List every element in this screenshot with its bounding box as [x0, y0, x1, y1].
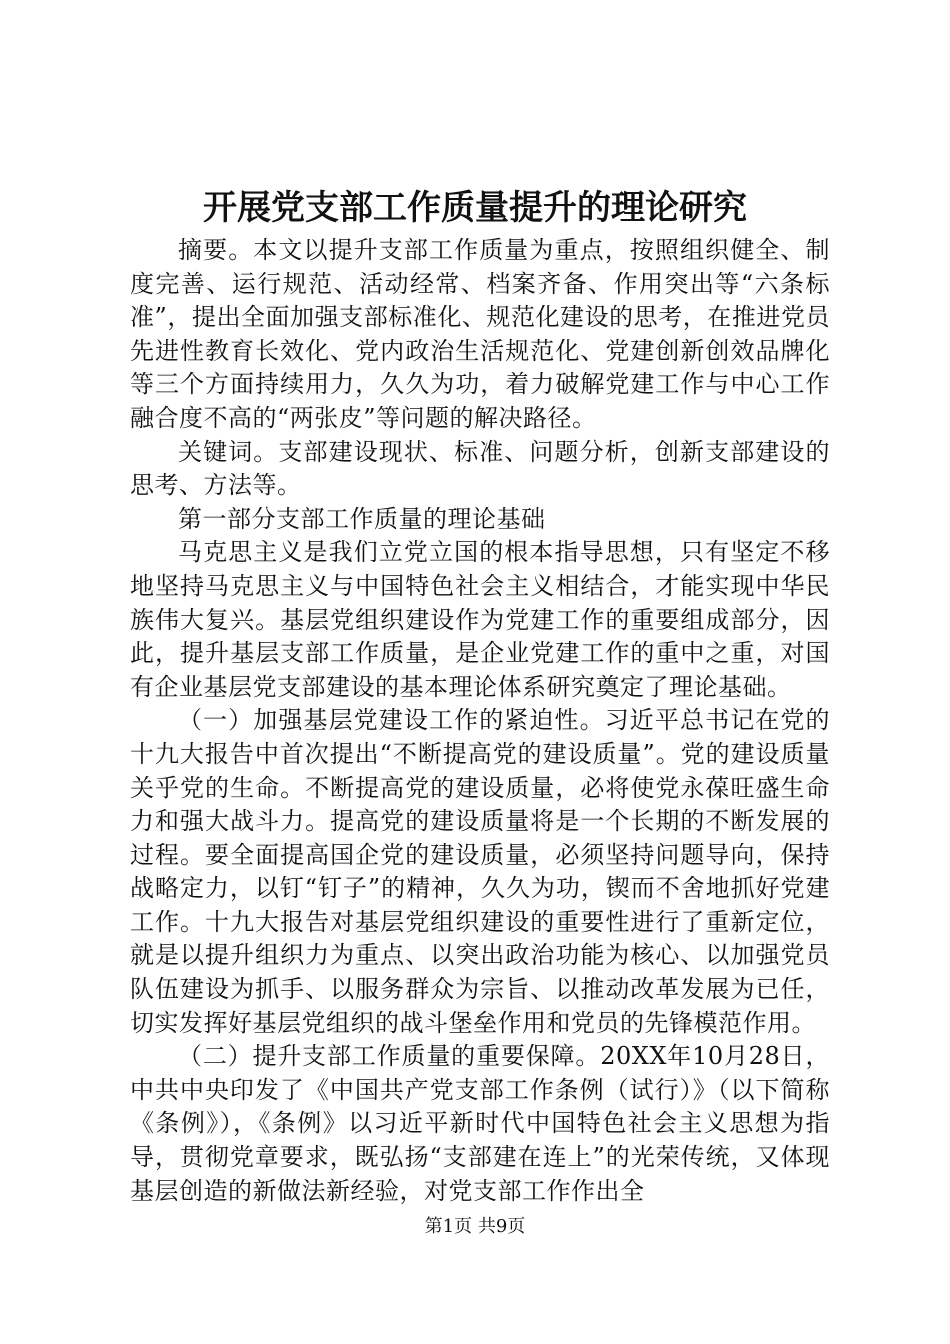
section-heading: 第一部分支部工作质量的理论基础 [178, 504, 546, 533]
page-number-footer: 第1页 共9页 [424, 1216, 526, 1237]
body-paragraph: 马克思主义是我们立党立国的根本指导思想，只有坚定不移地坚持马克思主义与中国特色社会主义相结合，才能实现中华民族伟大复兴。基层党组织建设作为党建工作的重要组成部分，因此，提升基层支部工作质量，是企业党建工作的重中之重，对国有企业基层党支部建设的基本理论体系研究奠定了理论基础。 [130, 538, 830, 701]
body-paragraph: （二）提升支部工作质量的重要保障。20XX年10月28日，中共中央印发了《中国共产党支部工作条例（试行）》（以下简称《条例》），《条例》以习近平新时代中国特色社会主义思想为指导，贯彻党章要求，既弘扬“支部建在连上”的光荣传统，又体现基层创造的新做法新经验，对党支部工作作出全 [130, 1042, 830, 1205]
abstract-paragraph: 摘要。本文以提升支部工作质量为重点，按照组织健全、制度完善、运行规范、活动经常、档案齐备、作用突出等“六条标准”，提出全面加强支部标准化、规范化建设的思考，在推进党员先进性教育长效化、党内政治生活规范化、党建创新创效品牌化等三个方面持续用力，久久为功，着力破解党建工作与中心工作融合度不高的“两张皮”等问题的解决路径。 [130, 236, 830, 432]
body-paragraph: （一）加强基层党建设工作的紧迫性。习近平总书记在党的十九大报告中首次提出“不断提高党的建设质量”。党的建设质量关乎党的生命。不断提高党的建设质量，必将使党永葆旺盛生命力和强大战斗力。提高党的建设质量将是一个长期的不断发展的过程。要全面提高国企党的建设质量，必须坚持问题导向，保持战略定力，以钉“钉子”的精神，久久为功，锲而不舍地抓好党建工作。十九大报告对基层党组织建设的重要性进行了重新定位，就是以提升组织力为重点、以突出政治功能为核心、以加强党员队伍建设为抓手、以服务群众为宗旨、以推动改革发展为已任，切实发挥好基层党组织的战斗堡垒作用和党员的先锋模范作用。 [130, 706, 830, 1037]
document-body [130, 234, 830, 1208]
keywords-paragraph: 关键词。支部建设现状、标准、问题分析，创新支部建设的思考、方法等。 [130, 437, 830, 500]
document-title: 开展党支部工作质量提升的理论研究 [203, 188, 747, 228]
